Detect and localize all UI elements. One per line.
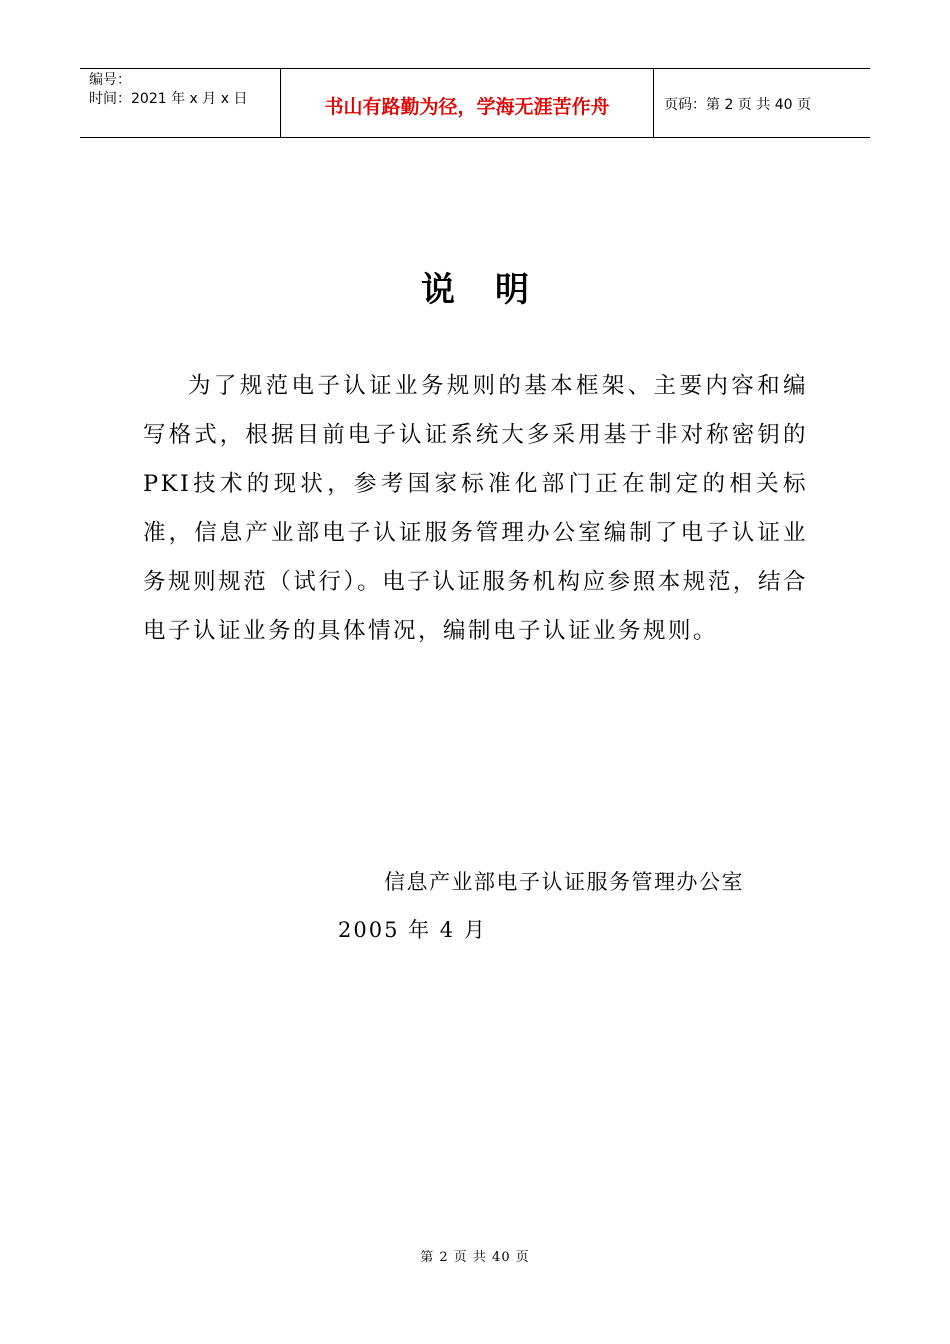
page-info-text: 页码：第 2 页 共 40 页	[664, 97, 811, 113]
signature-date: 2005 年 4 月	[338, 918, 487, 942]
motto-text: 书山有路勤为径，学海无涯苦作舟	[324, 95, 610, 118]
header-page-info	[654, 69, 870, 137]
page-title: 说明	[421, 270, 569, 310]
document-time-label: 时间：2021 年 x 月 x 日	[89, 91, 248, 107]
header-meta	[80, 69, 281, 137]
body-paragraph: 为了规范电子认证业务规则的基本框架、主要内容和编写格式，根据目前电子认证系统大多采用基于非对称密钥的PKI技术的现状，参考国家标准化部门正在制定的相关标准，信息产业部电子认证服务管理办公室编制了电子认证业务规则规范（试行）。电子认证服务机构应参照本规范，结合电子认证业务的具体情况，编制电子认证业务规则。	[143, 373, 808, 644]
document-number-label: 编号：	[89, 72, 131, 88]
page-footer: 第 2 页 共 40 页	[420, 1250, 530, 1265]
header-motto	[281, 69, 654, 137]
document-header	[80, 68, 870, 138]
signature-organization: 信息产业部电子认证服务管理办公室	[384, 870, 744, 894]
